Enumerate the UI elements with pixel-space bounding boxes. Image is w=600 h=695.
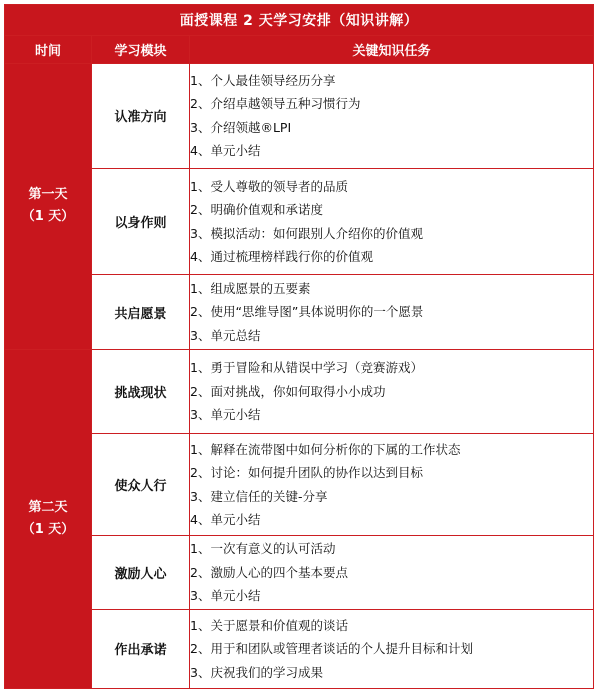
task-item: 1、一次有意义的认可活动 (190, 541, 336, 557)
table-row (5, 350, 594, 434)
task-item: 3、单元小结 (190, 588, 261, 604)
task-item: 1、关于愿景和价值观的谈话 (190, 617, 348, 633)
task-item: 1、受人尊敬的领导者的品质 (190, 178, 348, 194)
task-item: 3、建立信任的关键-分享 (190, 488, 328, 504)
task-item: 2、明确价值观和承诺度 (190, 202, 323, 218)
day-1-name: 第一天 (28, 187, 68, 203)
task-item: 3、单元总结 (190, 327, 261, 343)
module-name: 以身作则 (92, 169, 190, 275)
header-module: 学习模块 (92, 35, 190, 63)
task-item: 1、解释在流带图中如何分析你的下属的工作状态 (190, 441, 461, 457)
task-item: 2、使用“思维导图”具体说明你的一个愿景 (190, 304, 424, 320)
task-list (190, 434, 594, 536)
module-name: 作出承诺 (92, 609, 190, 688)
task-item: 2、用于和团队或管理者谈话的个人提升目标和计划 (190, 641, 473, 657)
table-row (5, 275, 594, 350)
task-item: 3、庆祝我们的学习成果 (190, 664, 323, 680)
task-item: 1、勇于冒险和从错误中学习（竞赛游戏） (190, 360, 423, 376)
task-item: 2、面对挑战，你如何取得小小成功 (190, 383, 386, 399)
table-row (5, 434, 594, 536)
task-list (190, 275, 594, 350)
table-row (5, 63, 594, 169)
task-item: 2、讨论：如何提升团队的协作以达到目标 (190, 465, 423, 481)
module-name: 使众人行 (92, 434, 190, 536)
task-item: 2、激励人心的四个基本要点 (190, 564, 348, 580)
task-item: 1、组成愿景的五要素 (190, 280, 311, 296)
day-1-cell (5, 63, 92, 350)
task-list (190, 63, 594, 169)
table-title: 面授课程 2 天学习安排（知识讲解） (5, 5, 594, 36)
task-list (190, 350, 594, 434)
day-2-cell (5, 350, 92, 689)
task-item: 3、介绍领越®LPI (190, 119, 292, 135)
task-item: 3、单元小结 (190, 407, 261, 423)
task-item: 4、单元小结 (190, 143, 261, 159)
day-1-duration: （1 天） (21, 209, 75, 225)
task-item: 2、介绍卓越领导五种习惯行为 (190, 96, 361, 112)
task-item: 3、模拟活动：如何跟别人介绍你的价值观 (190, 225, 423, 241)
task-list (190, 169, 594, 275)
table-row (5, 609, 594, 688)
task-list (190, 609, 594, 688)
schedule-table (4, 4, 594, 689)
header-tasks: 关键知识任务 (190, 35, 594, 63)
header-time: 时间 (5, 35, 92, 63)
module-name: 挑战现状 (92, 350, 190, 434)
table-row (5, 169, 594, 275)
table-row (5, 535, 594, 609)
module-name: 激励人心 (92, 535, 190, 609)
day-2-duration: （1 天） (21, 522, 75, 538)
module-name: 认准方向 (92, 63, 190, 169)
task-item: 4、单元小结 (190, 512, 261, 528)
task-item: 1、个人最佳领导经历分享 (190, 72, 336, 88)
module-name: 共启愿景 (92, 275, 190, 350)
day-2-name: 第二天 (28, 500, 68, 516)
task-list (190, 535, 594, 609)
task-item: 4、通过梳理榜样践行你的价值观 (190, 249, 373, 265)
